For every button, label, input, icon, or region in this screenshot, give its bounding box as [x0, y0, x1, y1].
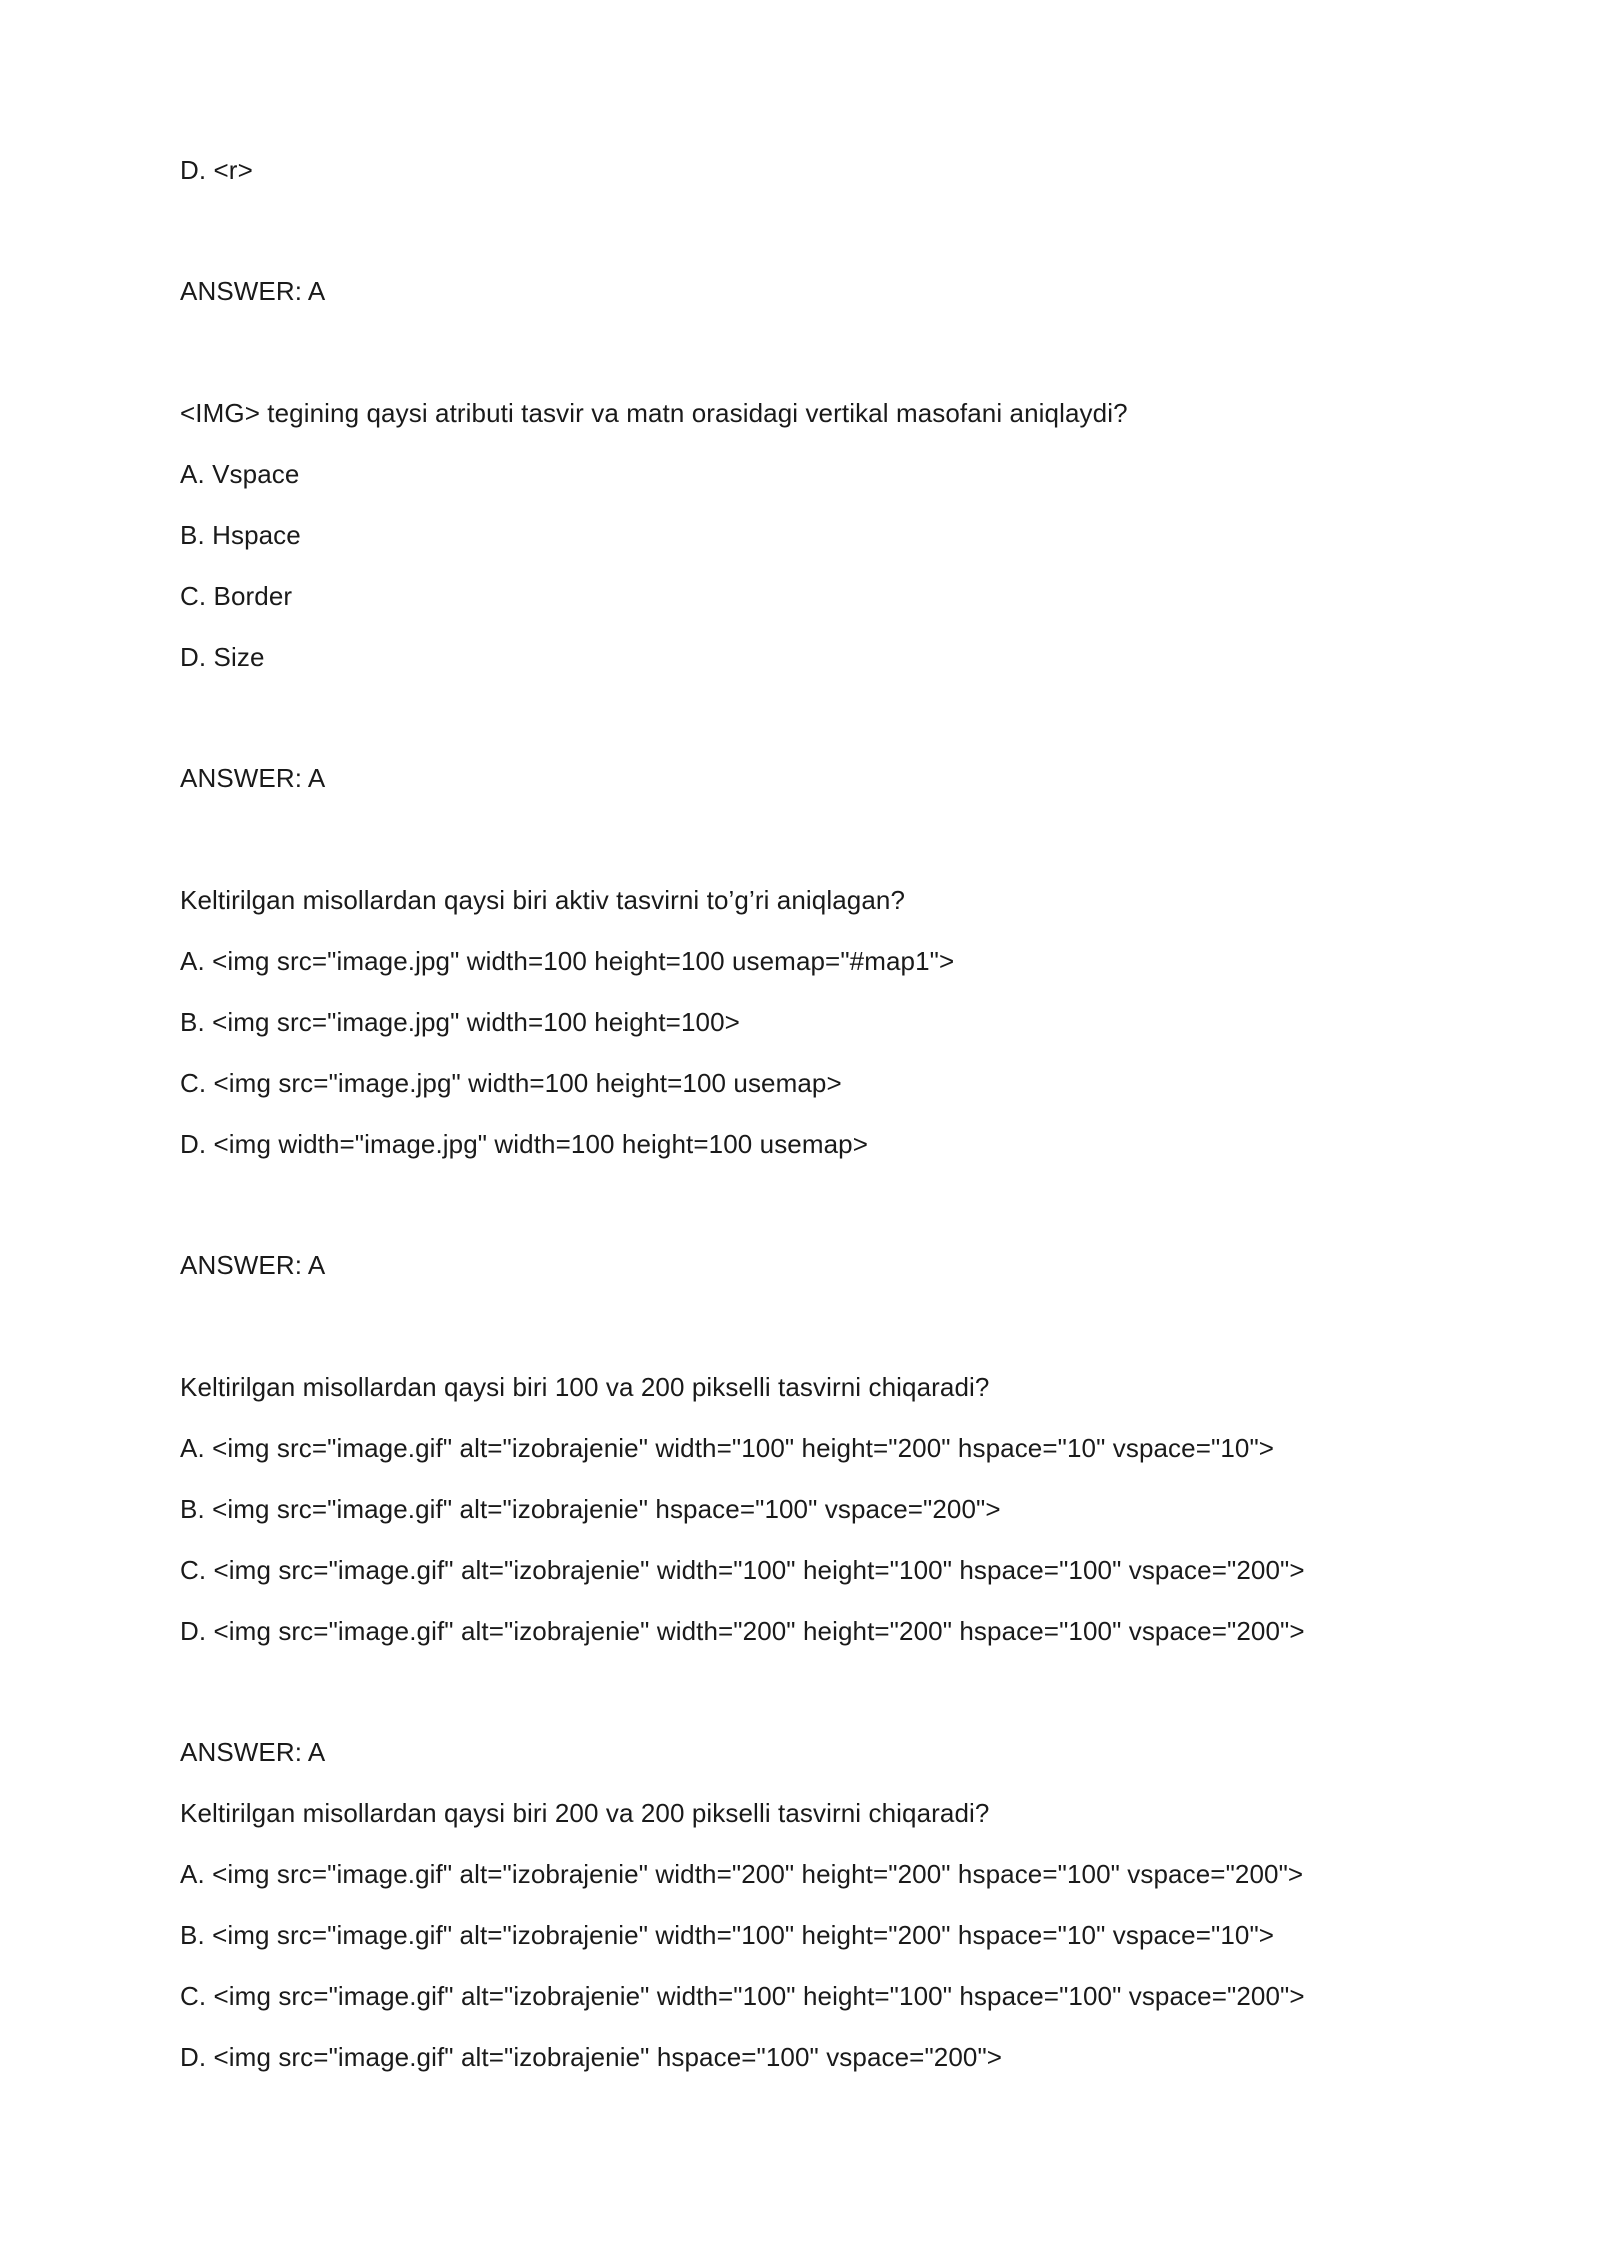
answer-key: ANSWER: A: [180, 763, 326, 793]
question-text: Keltirilgan misollardan qaysi biri aktiv tasvirni to’g’ri aniqlagan?: [180, 885, 906, 915]
answer-option: C. <img src="image.gif" alt="izobrajenie" width="100" height="100" hspace="100" vspace="200">: [180, 1555, 1305, 1585]
answer-key: ANSWER: A: [180, 276, 326, 306]
answer-option: A. <img src="image.gif" alt="izobrajenie" width="100" height="200" hspace="10" vspace="10">: [180, 1433, 1275, 1463]
answer-key: ANSWER: A: [180, 1250, 326, 1280]
answer-option: A. <img src="image.jpg" width=100 height=100 usemap="#map1">: [180, 946, 955, 976]
answer-option: D. <img src="image.gif" alt="izobrajenie" width="200" height="200" hspace="100" vspace="200">: [180, 1616, 1305, 1646]
question-text: Keltirilgan misollardan qaysi biri 200 va 200 pikselli tasvirni chiqaradi?: [180, 1798, 990, 1828]
answer-option: C. <img src="image.jpg" width=100 height=100 usemap>: [180, 1068, 842, 1098]
question-text: <IMG> tegining qaysi atributi tasvir va matn orasidagi vertikal masofani aniqlaydi?: [180, 398, 1128, 428]
answer-option: D. <r>: [180, 155, 253, 185]
answer-option: C. <img src="image.gif" alt="izobrajenie" width="100" height="100" hspace="100" vspace="200">: [180, 1981, 1305, 2011]
answer-option: D. <img src="image.gif" alt="izobrajenie" hspace="100" vspace="200">: [180, 2042, 1003, 2072]
answer-option: B. <img src="image.gif" alt="izobrajenie" width="100" height="200" hspace="10" vspace="10">: [180, 1920, 1275, 1950]
answer-option: C. Border: [180, 581, 293, 611]
answer-option: B. <img src="image.gif" alt="izobrajenie" hspace="100" vspace="200">: [180, 1494, 1001, 1524]
answer-option: A. Vspace: [180, 459, 300, 489]
answer-option: B. <img src="image.jpg" width=100 height=100>: [180, 1007, 740, 1037]
answer-option: A. <img src="image.gif" alt="izobrajenie" width="200" height="200" hspace="100" vspace="200">: [180, 1859, 1304, 1889]
answer-option: B. Hspace: [180, 520, 301, 550]
answer-option: D. <img width="image.jpg" width=100 height=100 usemap>: [180, 1129, 869, 1159]
question-text: Keltirilgan misollardan qaysi biri 100 va 200 pikselli tasvirni chiqaradi?: [180, 1372, 990, 1402]
answer-option: D. Size: [180, 642, 265, 672]
answer-key: ANSWER: A: [180, 1737, 326, 1767]
